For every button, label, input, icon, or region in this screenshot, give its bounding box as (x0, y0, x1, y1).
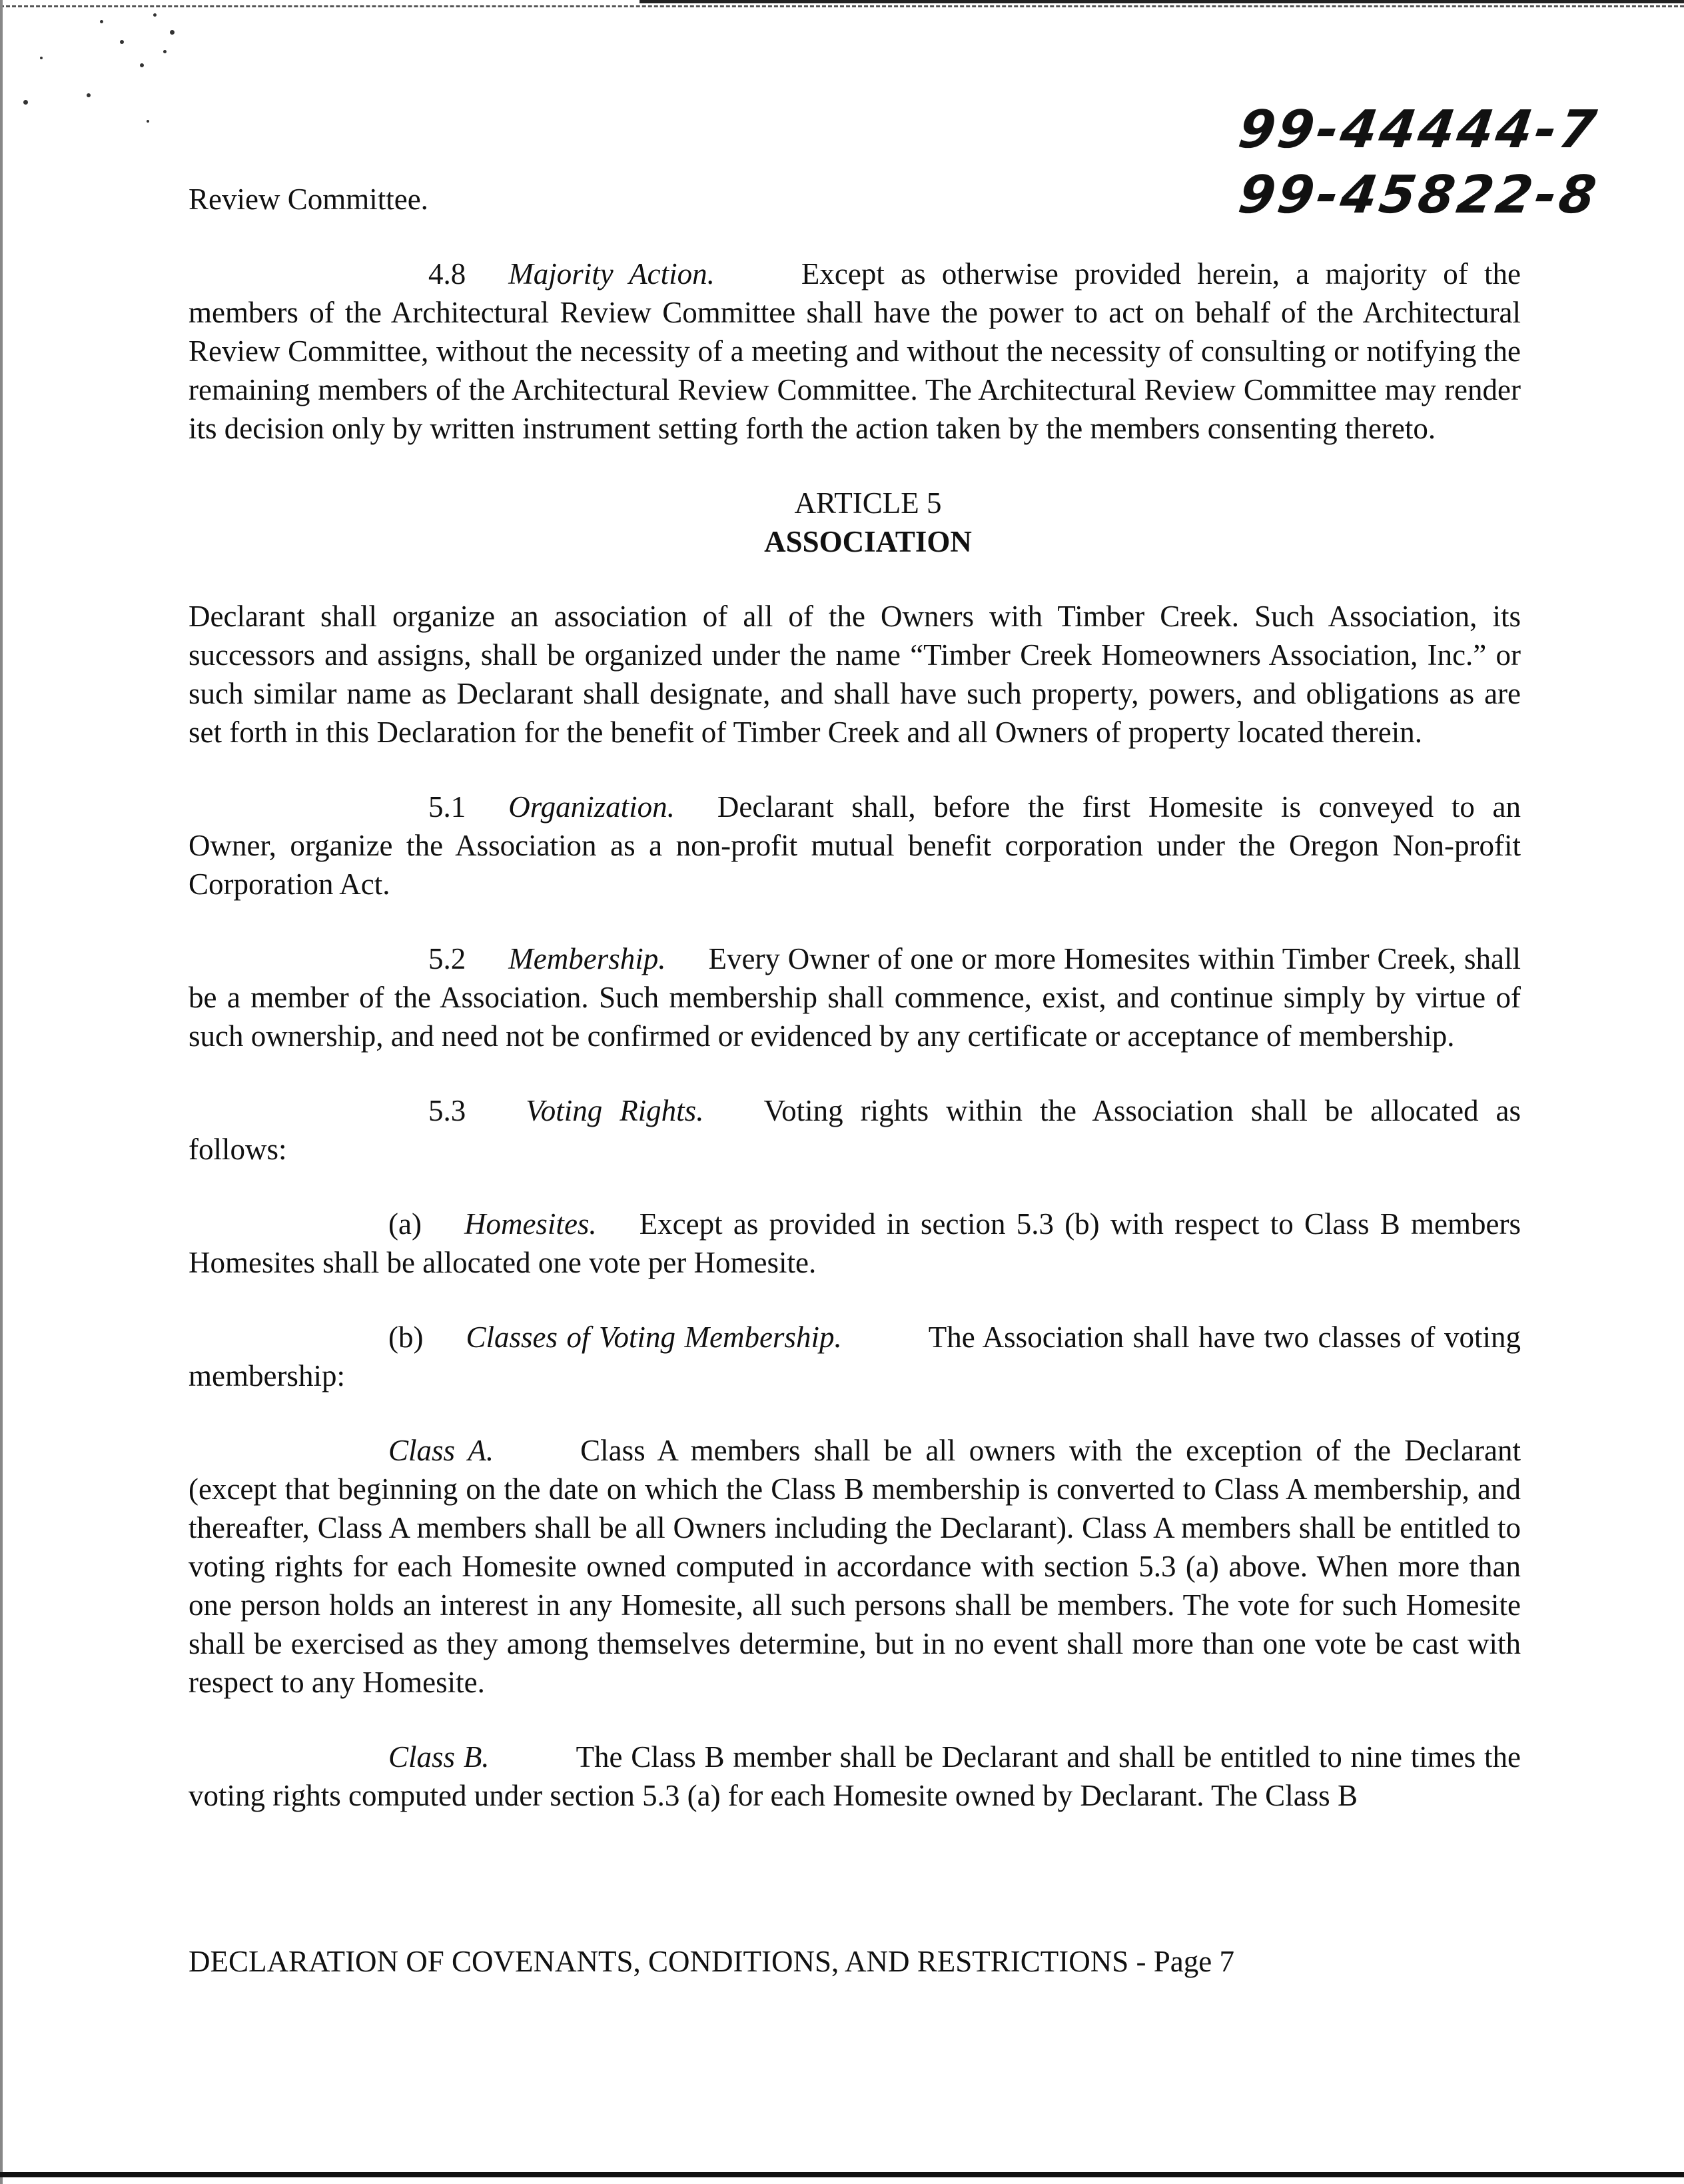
subsection-a (189, 1205, 1521, 1282)
scan-left-edge (0, 0, 3, 2184)
section-number: 5.1 (428, 790, 466, 823)
section-title: Membership. (508, 942, 666, 975)
section-title: Voting Rights. (526, 1094, 704, 1127)
class-text: The Class B member shall be Declarant and shall be entitled to nine times the voting rights computed under section 5.3 (a) for each Homesite owned by Declarant. The Class B (189, 1740, 1521, 1812)
section-text: Every Owner of one or more Homesites within Timber Creek, shall be a member of the Association. Such membership shall commence, exist, and continue simply by virtue of such ownership, and need not be confirmed or evidenced by any certificate or acceptance of membership. (189, 942, 1521, 1053)
section-title: Majority Action. (508, 257, 715, 290)
subsection-title: Classes of Voting Membership. (466, 1321, 842, 1354)
section-4-8 (189, 255, 1521, 448)
scan-top-edge (639, 0, 1684, 3)
class-a-paragraph (189, 1431, 1521, 1702)
subsection-label: (a) (388, 1207, 422, 1241)
section-text: Except as otherwise provided herein, a majority of the members of the Architectural Review Committee shall have the power to act on behalf of the Architectural Review Committee, without the necessity of a meeting and without the necessity of consulting or notifying the remaining members of the Architectural Review Committee. The Architectural Review Committee may render its decision only by written instrument setting forth the action taken by the members consenting thereto. (189, 257, 1521, 445)
section-number: 5.3 (428, 1094, 466, 1127)
subsection-b (189, 1318, 1521, 1395)
section-5-2 (189, 939, 1521, 1055)
scan-top-border (0, 5, 1684, 7)
class-b-paragraph (189, 1738, 1521, 1815)
document-body (189, 180, 1521, 1851)
subsection-text: The Association shall have two classes of voting membership: (189, 1321, 1521, 1392)
section-title: Organization. (508, 790, 675, 823)
section-5-1 (189, 788, 1521, 903)
page-footer: DECLARATION OF COVENANTS, CONDITIONS, AND RESTRICTIONS - Page 7 (189, 1945, 1234, 1978)
section-text: Declarant shall, before the first Homesite is conveyed to an Owner, organize the Association as a non-profit mutual benefit corporation under the Oregon Non-profit Corporation Act. (189, 790, 1521, 901)
subsection-text: Except as provided in section 5.3 (b) with respect to Class B members Homesites shall be allocated one vote per Homesite. (189, 1207, 1521, 1279)
article-intro: Declarant shall organize an association of all of the Owners with Timber Creek. Such Association, its successors and assigns, shall be organized under the name “Timber Creek Homeowners Association, Inc.” or such similar name as Declarant shall designate, and shall have such property, powers, and obligations as are set forth in this Declaration for the benefit of Timber Creek and all Owners of property located therein. (189, 600, 1521, 749)
section-text: Voting rights within the Association shall be allocated as follows: (189, 1094, 1521, 1166)
subsection-label: (b) (388, 1321, 424, 1354)
article-title: ASSOCIATION (764, 525, 972, 558)
article-heading (189, 484, 1521, 561)
handwritten-document-number-2: 99-45822-8 (1234, 165, 1603, 225)
section-number: 4.8 (428, 257, 466, 290)
handwritten-document-number-1: 99-44444-7 (1234, 100, 1603, 160)
continuation-text: Review Committee. (189, 183, 428, 216)
class-title: Class A. (388, 1434, 494, 1467)
class-title: Class B. (388, 1740, 490, 1774)
article-label: ARTICLE 5 (794, 486, 942, 520)
class-text: Class A members shall be all owners with the exception of the Declarant (except that beginning on the date on which the Class B membership is converted to Class A membership, and thereafter, Class A members shall be all Owners including the Declarant). Class A members shall be entitled to voting rights for each Homesite owned computed in accordance with section 5.3 (a) above. When more than one person holds an interest in any Homesite, all such persons shall be members. The vote for such Homesite shall be exercised as they among themselves determine, but in no event shall more than one vote be cast with respect to any Homesite. (189, 1434, 1521, 1699)
subsection-title: Homesites. (464, 1207, 597, 1241)
scan-bottom-edge (0, 2172, 1684, 2177)
section-5-3 (189, 1091, 1521, 1169)
section-number: 5.2 (428, 942, 466, 975)
